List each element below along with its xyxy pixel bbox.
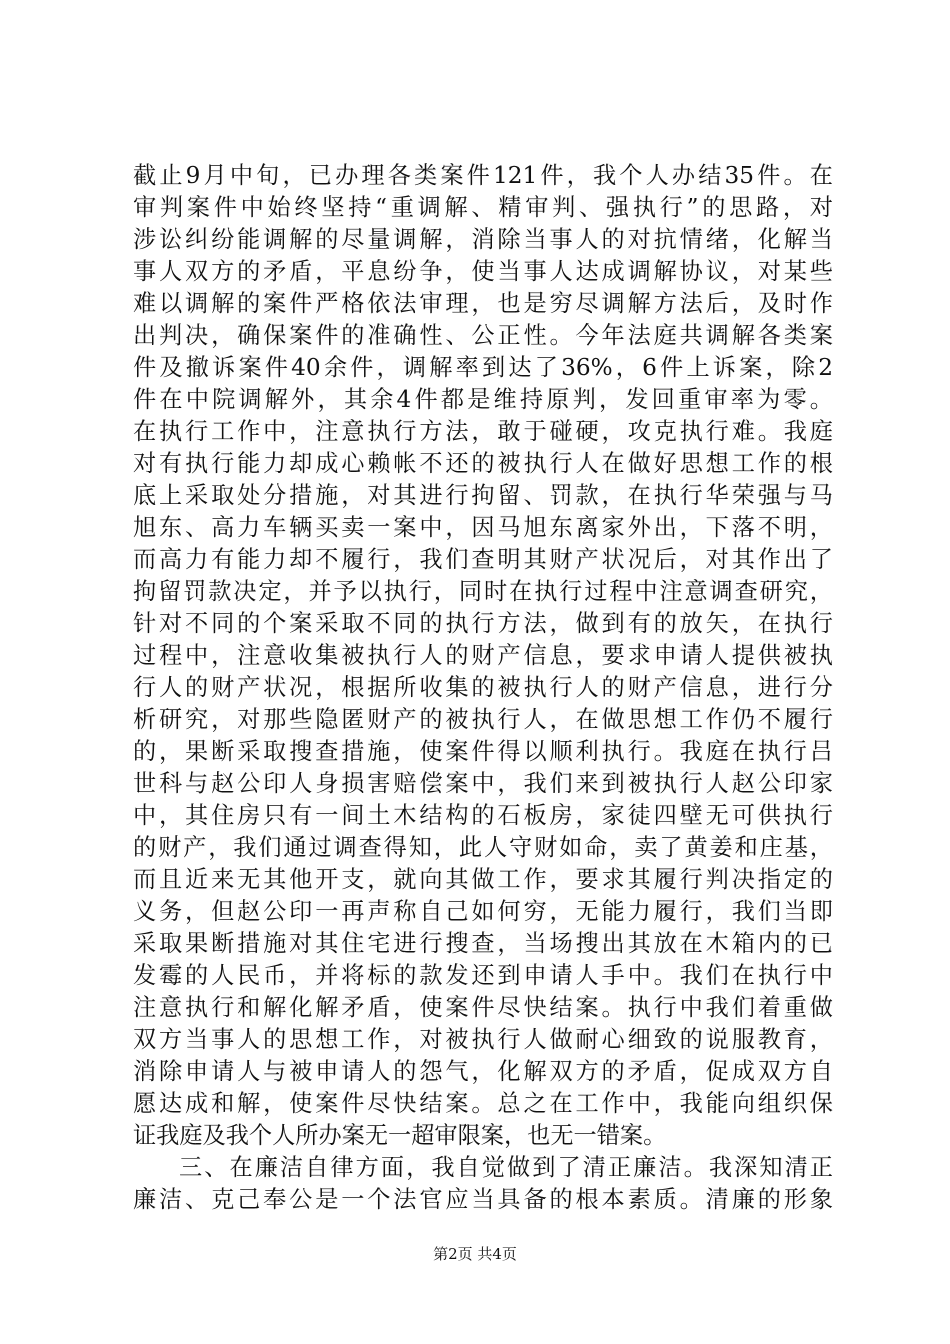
text-line: 消除申请人与被申请人的怨气，化解双方的矛盾，促成双方自 (133, 1058, 833, 1085)
text-line: 对有执行能力却成心赖帐不还的被执行人在做好思想工作的根 (133, 450, 833, 477)
text-line: 涉讼纠纷能调解的尽量调解，消除当事人的对抗情绪，化解当 (133, 226, 833, 253)
text-line: 拘留罚款决定，并予以执行，同时在执行过程中注意调查研究， (133, 578, 833, 605)
text-line: 中，其住房只有一间土木结构的石板房，家徒四壁无可供执行 (133, 802, 833, 829)
text-line: 双方当事人的思想工作，对被执行人做耐心细致的说服教育， (133, 1026, 833, 1053)
text-line: 过程中，注意收集被执行人的财产信息，要求申请人提供被执 (133, 642, 833, 669)
text-line: 出判决，确保案件的准确性、公正性。今年法庭共调解各类案 (133, 322, 833, 349)
text-line: 世科与赵公印人身损害赔偿案中，我们来到被执行人赵公印家 (133, 770, 833, 797)
text-line: 审判案件中始终坚持“重调解、精审判、强执行”的思路，对 (133, 194, 833, 221)
text-line: 采取果断措施对其住宅进行搜查，当场搜出其放在木箱内的已 (133, 930, 833, 957)
text-line: 针对不同的个案采取不同的执行方法，做到有的放矢，在执行 (133, 610, 833, 637)
text-line: 件在中院调解外，其余4件都是维持原判，发回重审率为零。 (133, 386, 833, 413)
text-line: 事人双方的矛盾，平息纷争，使当事人达成调解协议，对某些 (133, 258, 833, 285)
body-text (133, 160, 833, 1216)
text-line: 底上采取处分措施，对其进行拘留、罚款，在执行华荣强与马 (133, 482, 833, 509)
text-line: 的财产，我们通过调查得知，此人守财如命，卖了黄姜和庄基， (133, 834, 833, 861)
text-line: 愿达成和解，使案件尽快结案。总之在工作中，我能向组织保 (133, 1090, 833, 1117)
text-line: 难以调解的案件严格依法审理，也是穷尽调解方法后，及时作 (133, 290, 833, 317)
text-line: 发霉的人民币，并将标的款发还到申请人手中。我们在执行中 (133, 962, 833, 989)
text-line: 而高力有能力却不履行，我们查明其财产状况后，对其作出了 (133, 546, 833, 573)
text-line: 在执行工作中，注意执行方法，敢于碰硬，攻克执行难。我庭 (133, 418, 833, 445)
text-line-paragraph-start: 三、在廉洁自律方面，我自觉做到了清正廉洁。我深知清正 (179, 1154, 833, 1181)
text-line: 行人的财产状况，根据所收集的被执行人的财产信息，进行分 (133, 674, 833, 701)
text-line: 析研究，对那些隐匿财产的被执行人，在做思想工作仍不履行 (133, 706, 833, 733)
text-line: 件及撤诉案件40余件，调解率到达了36%，6件上诉案，除2 (133, 354, 833, 381)
text-line: 旭东、高力车辆买卖一案中，因马旭东离家外出，下落不明， (133, 514, 833, 541)
text-line: 的，果断采取搜查措施，使案件得以顺利执行。我庭在执行吕 (133, 738, 833, 765)
text-line: 义务，但赵公印一再声称自己如何穷，无能力履行，我们当即 (133, 898, 833, 925)
text-line: 截止9月中旬，已办理各类案件121件，我个人办结35件。在 (133, 162, 833, 189)
text-line: 而且近来无其他开支，就向其做工作，要求其履行判决指定的 (133, 866, 833, 893)
text-line: 廉洁、克己奉公是一个法官应当具备的根本素质。清廉的形象 (133, 1186, 833, 1213)
text-line: 注意执行和解化解矛盾，使案件尽快结案。执行中我们着重做 (133, 994, 833, 1021)
text-line-paragraph-end: 证我庭及我个人所办案无一超审限案，也无一错案。 (133, 1122, 667, 1149)
page-number: 第2页 共4页 (433, 1245, 517, 1263)
page-footer (0, 1244, 950, 1264)
